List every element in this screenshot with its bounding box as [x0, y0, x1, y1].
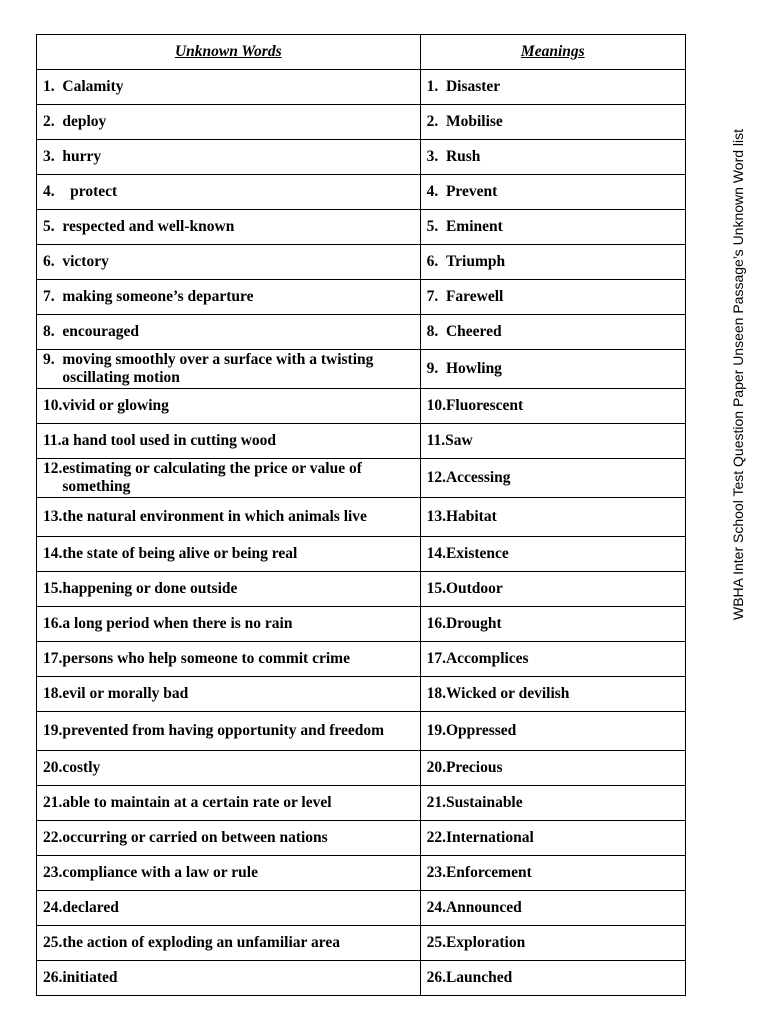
meaning-text: Existence [445, 545, 509, 562]
table-row [37, 891, 686, 926]
unknown-word-cell [37, 537, 421, 572]
unknown-word-text: encouraged [62, 323, 140, 340]
table-row [37, 677, 686, 712]
unknown-word-cell [37, 821, 421, 856]
table-row [37, 537, 686, 572]
meaning-text: Farewell [445, 288, 504, 305]
side-caption: WBHA Inter School Test Question Paper Unseen Passage’s Unknown Word list [730, 128, 746, 620]
unknown-word-text: the natural environment in which animals live [62, 508, 367, 525]
meaning-number: 24. [426, 899, 446, 916]
meaning-cell [420, 961, 685, 996]
unknown-word-text: making someone’s departure [62, 288, 254, 305]
meaning-text: Wicked or devilish [445, 685, 570, 702]
meaning-number: 22. [426, 829, 446, 846]
unknown-word-text: respected and well-known [62, 218, 235, 235]
table-row [37, 424, 686, 459]
meaning-number: 21. [426, 794, 446, 811]
meaning-cell [420, 210, 685, 245]
word-number: 25. [43, 934, 63, 951]
unknown-word-text: occurring or carried on between nations [62, 829, 328, 846]
meaning-text: Habitat [445, 508, 497, 525]
meaning-text: Rush [445, 148, 481, 165]
unknown-word-cell [37, 245, 421, 280]
word-number: 17. [43, 650, 63, 667]
meaning-text: Prevent [445, 183, 498, 200]
meaning-cell [420, 389, 685, 424]
meaning-cell [420, 926, 685, 961]
word-number: 5. [43, 218, 63, 235]
unknown-word-cell [37, 926, 421, 961]
word-number: 11. [43, 432, 62, 449]
meaning-cell [420, 459, 685, 498]
meaning-text: Fluorescent [445, 397, 524, 414]
word-number: 21. [43, 794, 63, 811]
meanings-header: Meanings [420, 35, 685, 70]
table-row [37, 175, 686, 210]
unknown-word-cell [37, 315, 421, 350]
meaning-text: Exploration [445, 934, 526, 951]
meaning-number: 1. [426, 78, 446, 95]
unknown-word-cell [37, 105, 421, 140]
meaning-number: 10. [426, 397, 446, 414]
unknown-word-cell [37, 210, 421, 245]
word-number: 1. [43, 78, 63, 95]
word-number: 8. [43, 323, 63, 340]
meaning-number: 9. [426, 360, 446, 377]
meaning-cell [420, 751, 685, 786]
table-row [37, 856, 686, 891]
table-row [37, 926, 686, 961]
meaning-number: 15. [426, 580, 446, 597]
unknown-word-text: the state of being alive or being real [62, 545, 298, 562]
meaning-text: Disaster [445, 78, 501, 95]
unknown-word-text: able to maintain at a certain rate or level [62, 794, 332, 811]
meaning-cell [420, 175, 685, 210]
meaning-text: Eminent [445, 218, 503, 235]
meaning-cell [420, 607, 685, 642]
word-number: 14. [43, 545, 63, 562]
unknown-word-cell [37, 712, 421, 751]
meaning-cell [420, 677, 685, 712]
meaning-number: 16. [426, 615, 446, 632]
meaning-cell [420, 105, 685, 140]
word-number: 4. [43, 183, 71, 200]
meaning-number: 23. [426, 864, 446, 881]
table-row [37, 389, 686, 424]
meaning-number: 7. [426, 288, 446, 305]
unknown-word-cell [37, 498, 421, 537]
meaning-number: 4. [426, 183, 446, 200]
meaning-text: Mobilise [445, 113, 503, 130]
word-number: 12. [43, 460, 63, 477]
unknown-word-text: moving smoothly over a surface with a twisting oscillating motion [62, 351, 374, 386]
unknown-word-text: protect [70, 183, 118, 200]
word-number: 22. [43, 829, 63, 846]
word-number: 15. [43, 580, 63, 597]
unknown-word-text: the action of exploding an unfamiliar area [62, 934, 340, 951]
unknown-word-cell [37, 751, 421, 786]
unknown-word-cell [37, 70, 421, 105]
table-row [37, 140, 686, 175]
unknown-word-cell [37, 961, 421, 996]
unknown-word-text: vivid or glowing [62, 397, 169, 414]
table-row [37, 245, 686, 280]
unknown-word-text: deploy [62, 113, 107, 130]
unknown-word-cell [37, 786, 421, 821]
meaning-number: 2. [426, 113, 446, 130]
word-number: 2. [43, 113, 63, 130]
meaning-cell [420, 280, 685, 315]
table-row [37, 498, 686, 537]
vocabulary-table [36, 34, 686, 996]
unknown-word-cell [37, 424, 421, 459]
meaning-cell [420, 856, 685, 891]
meaning-number: 18. [426, 685, 446, 702]
unknown-word-text: costly [62, 759, 101, 776]
unknown-word-text: Calamity [62, 78, 124, 95]
unknown-word-cell [37, 140, 421, 175]
meaning-number: 19. [426, 722, 446, 739]
meaning-cell [420, 642, 685, 677]
table-row [37, 786, 686, 821]
meaning-cell [420, 140, 685, 175]
meaning-cell [420, 537, 685, 572]
meaning-cell [420, 891, 685, 926]
meaning-cell [420, 786, 685, 821]
unknown-word-cell [37, 350, 421, 389]
meaning-text: Triumph [445, 253, 506, 270]
word-number: 13. [43, 508, 63, 525]
meaning-text: Precious [445, 759, 503, 776]
meaning-text: Cheered [445, 323, 502, 340]
table-row [37, 751, 686, 786]
unknown-word-text: a hand tool used in cutting wood [61, 432, 277, 449]
meaning-cell [420, 315, 685, 350]
unknown-word-cell [37, 389, 421, 424]
unknown-word-text: prevented from having opportunity and freedom [62, 722, 385, 739]
word-number: 9. [43, 351, 63, 368]
meaning-text: Oppressed [445, 722, 517, 739]
unknown-word-text: initiated [62, 969, 118, 986]
meaning-number: 26. [426, 969, 446, 986]
table-row [37, 105, 686, 140]
meaning-cell [420, 821, 685, 856]
meaning-cell [420, 572, 685, 607]
word-number: 7. [43, 288, 63, 305]
word-number: 19. [43, 722, 63, 739]
word-number: 18. [43, 685, 63, 702]
unknown-word-cell [37, 856, 421, 891]
unknown-word-text: happening or done outside [62, 580, 238, 597]
unknown-word-text: evil or morally bad [62, 685, 189, 702]
word-number: 24. [43, 899, 63, 916]
meaning-number: 11. [426, 432, 446, 449]
meaning-number: 14. [426, 545, 446, 562]
unknown-word-text: victory [62, 253, 109, 270]
table-header-row [37, 35, 686, 70]
unknown-word-text: hurry [62, 148, 102, 165]
table-row [37, 210, 686, 245]
meaning-number: 20. [426, 759, 446, 776]
unknown-word-cell [37, 280, 421, 315]
meaning-cell [420, 424, 685, 459]
meaning-number: 17. [426, 650, 446, 667]
meaning-text: Saw [445, 432, 473, 449]
table-row [37, 642, 686, 677]
meaning-number: 3. [426, 148, 446, 165]
word-number: 6. [43, 253, 63, 270]
table-row [37, 607, 686, 642]
meaning-number: 8. [426, 323, 446, 340]
word-number: 23. [43, 864, 63, 881]
table-row [37, 821, 686, 856]
meaning-text: Enforcement [445, 864, 532, 881]
word-number: 10. [43, 397, 63, 414]
meaning-text: Howling [445, 360, 502, 377]
word-number: 20. [43, 759, 63, 776]
unknown-word-cell [37, 677, 421, 712]
unknown-word-text: compliance with a law or rule [62, 864, 258, 881]
meaning-text: Drought [445, 615, 502, 632]
meaning-cell [420, 245, 685, 280]
unknown-word-cell [37, 459, 421, 498]
unknown-words-header: Unknown Words [37, 35, 421, 70]
meaning-cell [420, 498, 685, 537]
table-row [37, 350, 686, 389]
meaning-cell [420, 70, 685, 105]
unknown-word-text: a long period when there is no rain [62, 615, 293, 632]
unknown-word-text: persons who help someone to commit crime [62, 650, 350, 667]
meaning-number: 12. [426, 469, 446, 486]
table-row [37, 712, 686, 751]
meaning-text: Announced [445, 899, 522, 916]
table-row [37, 459, 686, 498]
table-row [37, 572, 686, 607]
unknown-word-text: declared [62, 899, 119, 916]
unknown-word-cell [37, 642, 421, 677]
table-row [37, 70, 686, 105]
unknown-word-cell [37, 572, 421, 607]
meaning-text: Launched [445, 969, 513, 986]
meaning-text: International [445, 829, 534, 846]
word-number: 3. [43, 148, 63, 165]
meaning-cell [420, 712, 685, 751]
table-row [37, 961, 686, 996]
meaning-number: 5. [426, 218, 446, 235]
word-number: 16. [43, 615, 63, 632]
meaning-number: 25. [426, 934, 446, 951]
unknown-word-text: estimating or calculating the price or value of something [62, 460, 362, 495]
table-row [37, 280, 686, 315]
meaning-number: 6. [426, 253, 446, 270]
meaning-text: Sustainable [445, 794, 523, 811]
unknown-word-cell [37, 175, 421, 210]
unknown-word-cell [37, 607, 421, 642]
word-number: 26. [43, 969, 63, 986]
meaning-text: Accessing [445, 469, 511, 486]
meaning-cell [420, 350, 685, 389]
meaning-number: 13. [426, 508, 446, 525]
unknown-word-cell [37, 891, 421, 926]
meaning-text: Accomplices [445, 650, 529, 667]
meaning-text: Outdoor [445, 580, 503, 597]
table-row [37, 315, 686, 350]
